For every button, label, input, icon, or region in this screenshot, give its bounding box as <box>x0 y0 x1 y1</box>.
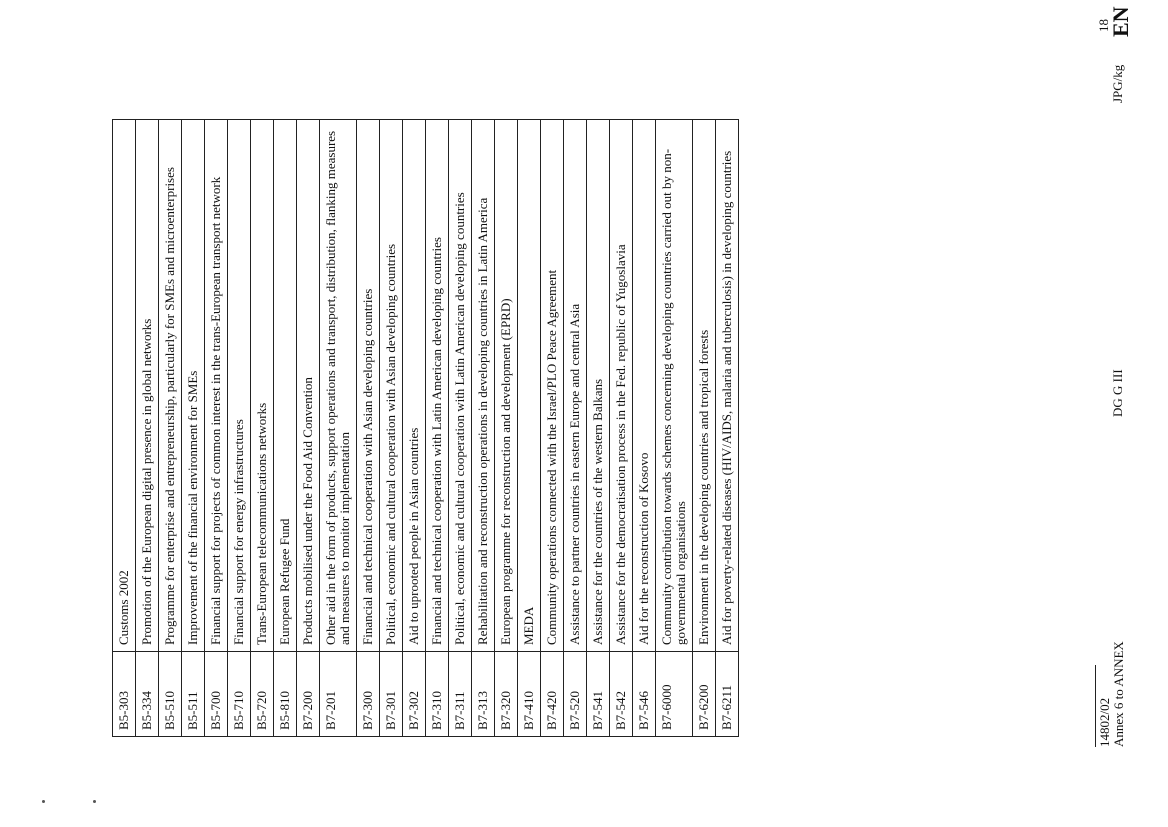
budget-line-description: Political, economic and cultural cooperation with Latin American developing countries <box>449 120 472 652</box>
budget-line-description: Political, economic and cultural cooperation with Asian developing countries <box>380 120 403 652</box>
scan-speck <box>42 800 45 803</box>
budget-line-description: Financial support for energy infrastructures <box>228 120 251 652</box>
budget-line-description: European Refugee Fund <box>274 120 297 652</box>
budget-line-code: B7-542 <box>610 652 633 737</box>
budget-line-code: B7-310 <box>426 652 449 737</box>
budget-line-code: B7-410 <box>518 652 541 737</box>
table-body <box>113 120 739 737</box>
budget-line-description: Aid for poverty-related diseases (HIV/AIDS, malaria and tuberculosis) in developing countries <box>716 120 739 652</box>
budget-line-description: Environment in the developing countries and tropical forests <box>693 120 716 652</box>
table-row <box>716 120 739 737</box>
table-row <box>564 120 587 737</box>
budget-line-code: B5-700 <box>205 652 228 737</box>
budget-line-description: Financial support for projects of common interest in the trans-European transport network <box>205 120 228 652</box>
table-row <box>274 120 297 737</box>
budget-line-description: Aid to uprooted people in Asian countries <box>403 120 426 652</box>
budget-line-code: B7-313 <box>472 652 495 737</box>
budget-line-code: B7-302 <box>403 652 426 737</box>
table-row <box>228 120 251 737</box>
table-row <box>693 120 716 737</box>
table-row <box>541 120 564 737</box>
table-row <box>357 120 380 737</box>
budget-line-description: Improvement of the financial environment for SMEs <box>182 120 205 652</box>
budget-line-code: B5-810 <box>274 652 297 737</box>
budget-line-code: B7-320 <box>495 652 518 737</box>
budget-line-code: B7-300 <box>357 652 380 737</box>
doc-number: 14802/02 <box>1097 697 1112 747</box>
budget-line-description: Assistance for the democratisation process in the Fed. republic of Yugoslavia <box>610 120 633 652</box>
budget-line-code: B7-200 <box>297 652 320 737</box>
budget-line-description: Assistance for the countries of the western Balkans <box>587 120 610 652</box>
budget-line-code: B7-420 <box>541 652 564 737</box>
table-row <box>449 120 472 737</box>
table-row <box>205 120 228 737</box>
budget-line-description: Community operations connected with the Israel/PLO Peace Agreement <box>541 120 564 652</box>
budget-line-description: European programme for reconstruction and development (EPRD) <box>495 120 518 652</box>
page-number: 18 <box>1096 19 1111 32</box>
budget-line-code: B7-6211 <box>716 652 739 737</box>
budget-line-description: Assistance to partner countries in eastern Europe and central Asia <box>564 120 587 652</box>
budget-line-description: Community contribution towards schemes concerning developing countries carried out by non-governmental organisations <box>656 120 693 652</box>
table-row <box>113 120 136 737</box>
budget-line-code: B7-6200 <box>693 652 716 737</box>
table-row <box>633 120 656 737</box>
table-row <box>472 120 495 737</box>
budget-line-code: B7-546 <box>633 652 656 737</box>
budget-line-code: B5-334 <box>136 652 159 737</box>
table-row <box>518 120 541 737</box>
dg-reference: DG G III <box>1110 369 1125 417</box>
budget-line-description: Other aid in the form of products, support operations and transport, distribution, flanking measures and measures to monitor implementation <box>320 120 357 652</box>
budget-lines-table <box>112 119 739 737</box>
footer-rule <box>1095 665 1096 747</box>
budget-line-description: Products mobilised under the Food Aid Convention <box>297 120 320 652</box>
budget-line-description: Financial and technical cooperation with Latin American developing countries <box>426 120 449 652</box>
budget-line-code: B7-311 <box>449 652 472 737</box>
budget-line-code: B5-510 <box>159 652 182 737</box>
budget-line-code: B5-720 <box>251 652 274 737</box>
budget-line-code: B7-201 <box>320 652 357 737</box>
budget-line-description: Promotion of the European digital presence in global networks <box>136 120 159 652</box>
budget-line-code: B7-541 <box>587 652 610 737</box>
budget-line-code: B7-301 <box>380 652 403 737</box>
budget-line-code: B5-511 <box>182 652 205 737</box>
table-row <box>182 120 205 737</box>
budget-line-code: B5-710 <box>228 652 251 737</box>
table-row <box>587 120 610 737</box>
annex-reference: Annex 6 to ANNEX <box>1111 641 1126 747</box>
table-row <box>136 120 159 737</box>
budget-line-code: B7-6000 <box>656 652 693 737</box>
table-row <box>495 120 518 737</box>
scan-speck <box>93 800 96 803</box>
budget-line-description: MEDA <box>518 120 541 652</box>
budget-line-description: Aid for the reconstruction of Kosovo <box>633 120 656 652</box>
table-row <box>610 120 633 737</box>
table-row <box>403 120 426 737</box>
table-row <box>159 120 182 737</box>
table-row <box>656 120 693 737</box>
table-row <box>320 120 357 737</box>
budget-line-description: Rehabilitation and reconstruction operations in developing countries in Latin America <box>472 120 495 652</box>
table-row <box>297 120 320 737</box>
author-initials: JPG/kg <box>1110 64 1125 103</box>
table-row <box>251 120 274 737</box>
language-code: EN <box>1108 6 1133 37</box>
budget-line-description: Financial and technical cooperation with Asian developing countries <box>357 120 380 652</box>
table-row <box>426 120 449 737</box>
budget-line-description: Trans-European telecommunications networks <box>251 120 274 652</box>
table-row <box>380 120 403 737</box>
budget-line-description: Programme for enterprise and entrepreneurship, particularly for SMEs and microenterprises <box>159 120 182 652</box>
budget-line-code: B7-520 <box>564 652 587 737</box>
budget-line-description: Customs 2002 <box>113 120 136 652</box>
budget-line-code: B5-303 <box>113 652 136 737</box>
